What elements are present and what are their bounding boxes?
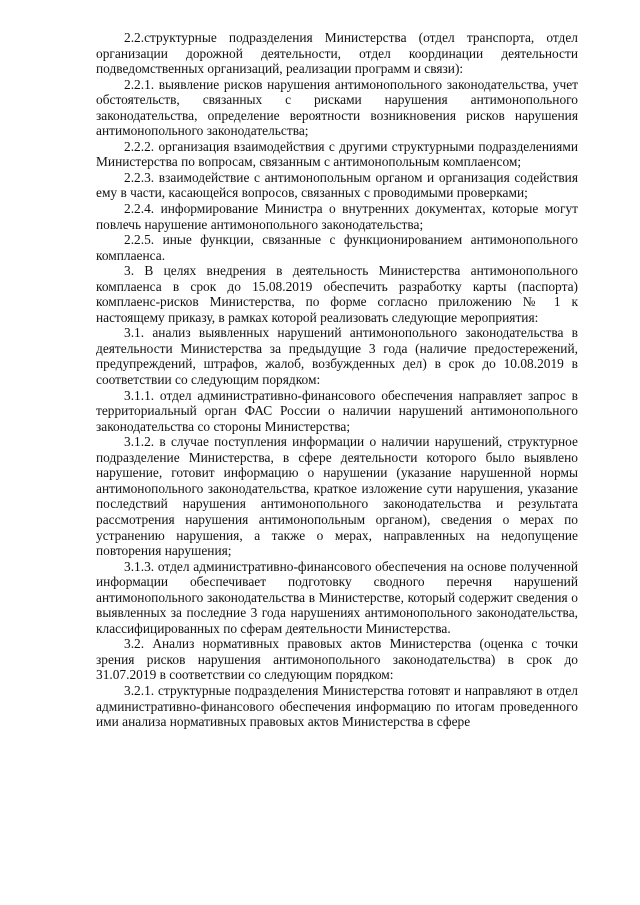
paragraph-3-1-1: 3.1.1. отдел административно-финансового обеспечения направляет запрос в территориальный орган ФАС России о наличии нарушений антимонопольного законодательства со стороны Министерства; — [96, 387, 578, 434]
paragraph-2-2-1: 2.2.1. выявление рисков нарушения антимонопольного законодательства, учет обстоятельств, связанных с рисками нарушения антимонопольного законодательства, определение вероятности возникновения рисков нарушения антимонопольного законодательства; — [96, 76, 578, 139]
paragraph-2-2-5: 2.2.5. иные функции, связанные с функционированием антимонопольного комплаенса. — [96, 232, 578, 263]
paragraph-3-1-3: 3.1.3. отдел административно-финансового обеспечения на основе полученной информации обеспечивает подготовку сводного перечня нарушений антимонопольного законодательства в Министерстве, который содержит сведения о выявленных за последние 3 года нарушениях антимонопольного законодательства, классифицированных по сферам деятельности Министерства. — [96, 558, 578, 636]
paragraph-3: 3. В целях внедрения в деятельность Министерства антимонопольного комплаенса в срок до 15.08.2019 обеспечить разработку карты (паспорта) комплаенс-рисков Министерства, по форме согласно приложению № 1 к настоящему приказу, в рамках которой реализовать следующие мероприятия: — [96, 263, 578, 325]
paragraph-2-2-2: 2.2.2. организация взаимодействия с другими структурными подразделениями Министерства по вопросам, связанным с антимонопольным комплаенсом; — [96, 138, 578, 170]
paragraph-2-2-4: 2.2.4. информирование Министра о внутренних документах, которые могут повлечь нарушение антимонопольного законодательства; — [96, 201, 578, 232]
paragraph-3-2-1: 3.2.1. структурные подразделения Министерства готовят и направляют в отдел административно-финансового обеспечения информацию по итогам проведенного ими анализа нормативных правовых актов Министерства в сфере — [96, 682, 578, 730]
paragraph-2-2-3: 2.2.3. взаимодействие с антимонопольным органом и организация содействия ему в части, касающейся вопросов, связанных с проводимыми проверками; — [96, 169, 578, 201]
paragraph-3-2: 3.2. Анализ нормативных правовых актов Министерства (оценка с точки зрения рисков нарушения антимонопольного законодательства) в срок до 31.07.2019 в соответствии со следующим порядком: — [96, 636, 578, 683]
paragraph-2-2: 2.2.структурные подразделения Министерства (отдел транспорта, отдел организации дорожной деятельности, отдел координации деятельности подведомственных организаций, реализации программ и связи): — [96, 30, 578, 77]
paragraph-3-1-2: 3.1.2. в случае поступления информации о наличии нарушений, структурное подразделение Министерства, в сфере деятельности которого было выявлено нарушение, готовит информацию о нарушении (указание нарушенной нормы антимонопольного законодательства, краткое изложение сути нарушения, указание последствий нарушения антимонопольного законодательства и результата рассмотрения нарушения антимонопольным органом), сведения о мерах по устранению нарушения, а также о мерах, направленных на недопущение повторения нарушения; — [96, 434, 578, 559]
paragraph-3-1: 3.1. анализ выявленных нарушений антимонопольного законодательства в деятельности Министерства за предыдущие 3 года (наличие предостережений, предупреждений, штрафов, жалоб, возбужденных дел) в срок до 10.08.2019 в соответствии со следующим порядком: — [96, 325, 578, 388]
document-page — [96, 30, 578, 730]
